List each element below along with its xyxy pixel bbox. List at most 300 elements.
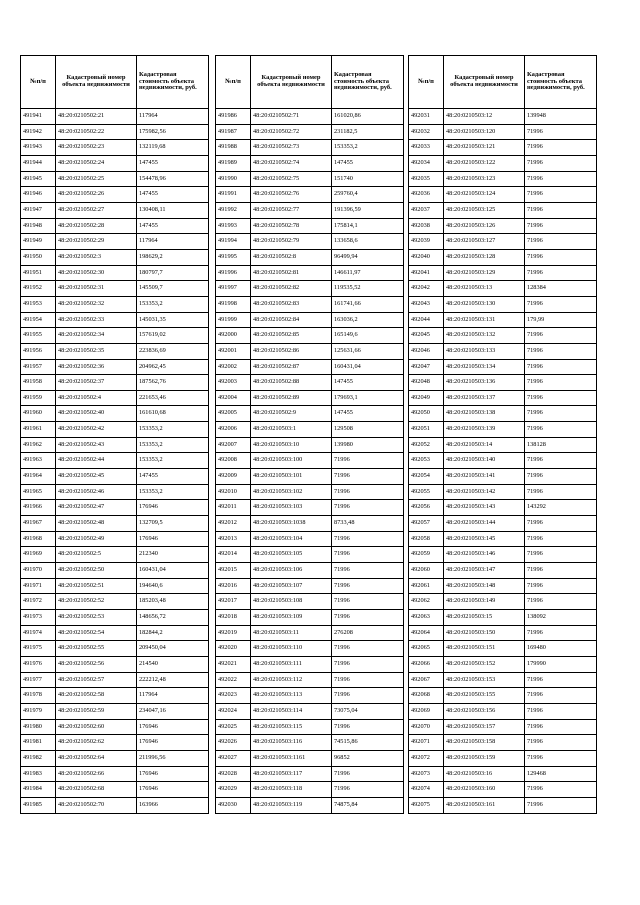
table-row xyxy=(409,563,597,579)
row-number: 492017 xyxy=(216,594,251,610)
table-row xyxy=(409,406,597,422)
cadastral-cost: 146611,97 xyxy=(332,265,404,281)
cadastral-cost: 212340 xyxy=(137,547,209,563)
cadastral-number: 48:20:0210503:10 xyxy=(251,437,332,453)
cadastral-number: 48:20:0210503:117 xyxy=(251,766,332,782)
cadastral-cost: 71996 xyxy=(525,563,597,579)
row-number: 492011 xyxy=(216,500,251,516)
cadastral-cost: 71996 xyxy=(332,610,404,626)
row-number: 491988 xyxy=(216,140,251,156)
cadastral-cost: 71996 xyxy=(525,594,597,610)
table-row xyxy=(216,625,404,641)
table-row xyxy=(409,547,597,563)
cadastral-cost: 71996 xyxy=(525,390,597,406)
row-number: 492044 xyxy=(409,312,444,328)
cadastral-cost: 176946 xyxy=(137,735,209,751)
table-row xyxy=(21,688,209,704)
table-row xyxy=(216,281,404,297)
cadastral-cost: 147455 xyxy=(137,469,209,485)
cadastral-cost: 125631,66 xyxy=(332,343,404,359)
table-row xyxy=(216,578,404,594)
cadastral-cost: 71996 xyxy=(332,672,404,688)
row-number: 491950 xyxy=(21,249,56,265)
cadastral-number: 48:20:0210503:14 xyxy=(444,437,525,453)
cadastral-number: 48:20:0210503:101 xyxy=(251,469,332,485)
cadastral-cost: 147455 xyxy=(137,218,209,234)
row-number: 492012 xyxy=(216,516,251,532)
table-row xyxy=(216,469,404,485)
table-row xyxy=(409,265,597,281)
cadastral-cost: 147455 xyxy=(332,406,404,422)
cadastral-cost: 71996 xyxy=(525,422,597,438)
row-number: 492048 xyxy=(409,375,444,391)
table-row xyxy=(216,641,404,657)
table-row xyxy=(21,422,209,438)
row-number: 492026 xyxy=(216,735,251,751)
row-number: 492036 xyxy=(409,187,444,203)
table-row xyxy=(216,735,404,751)
cadastral-number: 48:20:0210502:48 xyxy=(56,516,137,532)
cadastral-number: 48:20:0210503:156 xyxy=(444,703,525,719)
cadastral-number: 48:20:0210502:74 xyxy=(251,155,332,171)
cadastral-number: 48:20:0210502:58 xyxy=(56,688,137,704)
cadastral-number: 48:20:0210503:151 xyxy=(444,641,525,657)
cadastral-number: 48:20:0210502:59 xyxy=(56,703,137,719)
table-row xyxy=(21,155,209,171)
table-row xyxy=(216,750,404,766)
cadastral-number: 48:20:0210502:77 xyxy=(251,202,332,218)
table-row xyxy=(216,766,404,782)
cadastral-cost: 117964 xyxy=(137,109,209,125)
table-row xyxy=(216,265,404,281)
cadastral-number: 48:20:0210502:22 xyxy=(56,124,137,140)
cadastral-cost: 129468 xyxy=(525,766,597,782)
header-cadastral-cost: Кадастровая стоимость объекта недвижимости, руб. xyxy=(137,56,209,109)
cadastral-number: 48:20:0210502:50 xyxy=(56,563,137,579)
cadastral-number: 48:20:0210503:115 xyxy=(251,719,332,735)
cadastral-cost: 163036,2 xyxy=(332,312,404,328)
cadastral-cost: 180797,7 xyxy=(137,265,209,281)
row-number: 491962 xyxy=(21,437,56,453)
cadastral-cost: 71996 xyxy=(525,265,597,281)
table-row xyxy=(216,202,404,218)
table-row xyxy=(409,688,597,704)
row-number: 492066 xyxy=(409,656,444,672)
cadastral-cost: 234047,16 xyxy=(137,703,209,719)
cadastral-cost: 71996 xyxy=(332,594,404,610)
row-number: 492015 xyxy=(216,563,251,579)
cadastral-cost: 153353,2 xyxy=(332,140,404,156)
table-row xyxy=(409,312,597,328)
cadastral-cost: 128384 xyxy=(525,281,597,297)
cadastral-number: 48:20:0210502:62 xyxy=(56,735,137,751)
table-row xyxy=(21,484,209,500)
cadastral-cost: 139980 xyxy=(332,437,404,453)
table-row xyxy=(21,171,209,187)
cadastral-number: 48:20:0210502:31 xyxy=(56,281,137,297)
table-row xyxy=(409,218,597,234)
row-number: 492054 xyxy=(409,469,444,485)
table-row xyxy=(216,703,404,719)
cadastral-number: 48:20:0210503:111 xyxy=(251,656,332,672)
cadastral-number: 48:20:0210503:137 xyxy=(444,390,525,406)
cadastral-cost: 71996 xyxy=(525,750,597,766)
row-number: 491977 xyxy=(21,672,56,688)
cadastral-number: 48:20:0210502:35 xyxy=(56,343,137,359)
cadastral-number: 48:20:0210503:123 xyxy=(444,171,525,187)
cadastral-number: 48:20:0210502:79 xyxy=(251,234,332,250)
cadastral-number: 48:20:0210502:44 xyxy=(56,453,137,469)
cadastral-number: 48:20:0210503:119 xyxy=(251,797,332,813)
table-row xyxy=(409,531,597,547)
row-number: 491975 xyxy=(21,641,56,657)
cadastral-number: 48:20:0210503:126 xyxy=(444,218,525,234)
table-row xyxy=(21,547,209,563)
row-number: 491961 xyxy=(21,422,56,438)
row-number: 492071 xyxy=(409,735,444,751)
cadastral-number: 48:20:0210503:155 xyxy=(444,688,525,704)
table-row xyxy=(216,124,404,140)
row-number: 492062 xyxy=(409,594,444,610)
row-number: 491949 xyxy=(21,234,56,250)
cadastral-number: 48:20:0210502:49 xyxy=(56,531,137,547)
cadastral-number: 48:20:0210502:4 xyxy=(56,390,137,406)
row-number: 492067 xyxy=(409,672,444,688)
cadastral-cost: 71996 xyxy=(332,782,404,798)
row-number: 492025 xyxy=(216,719,251,735)
row-number: 492045 xyxy=(409,328,444,344)
table-row xyxy=(216,249,404,265)
table-row xyxy=(409,750,597,766)
cadastral-cost: 117964 xyxy=(137,234,209,250)
cadastral-cost: 194640,6 xyxy=(137,578,209,594)
row-number: 492055 xyxy=(409,484,444,500)
cadastral-number: 48:20:0210502:24 xyxy=(56,155,137,171)
table-row xyxy=(216,719,404,735)
cadastral-cost: 191396,59 xyxy=(332,202,404,218)
cadastral-cost: 165149,6 xyxy=(332,328,404,344)
row-number: 491947 xyxy=(21,202,56,218)
table-row xyxy=(21,656,209,672)
cadastral-cost: 71996 xyxy=(332,453,404,469)
table-row xyxy=(216,782,404,798)
cadastral-cost: 71996 xyxy=(332,531,404,547)
row-number: 492056 xyxy=(409,500,444,516)
row-number: 492003 xyxy=(216,375,251,391)
table-row xyxy=(21,641,209,657)
cadastral-number: 48:20:0210502:23 xyxy=(56,140,137,156)
cadastral-number: 48:20:0210503:107 xyxy=(251,578,332,594)
cadastral-cost: 276208 xyxy=(332,625,404,641)
row-number: 492061 xyxy=(409,578,444,594)
table-row xyxy=(216,437,404,453)
row-number: 492040 xyxy=(409,249,444,265)
cadastral-number: 48:20:0210503:141 xyxy=(444,469,525,485)
table-row xyxy=(21,563,209,579)
row-number: 491989 xyxy=(216,155,251,171)
cadastral-number: 48:20:0210502:78 xyxy=(251,218,332,234)
cadastral-cost: 71996 xyxy=(525,155,597,171)
cadastral-number: 48:20:0210502:26 xyxy=(56,187,137,203)
row-number: 492038 xyxy=(409,218,444,234)
row-number: 492013 xyxy=(216,531,251,547)
cadastral-number: 48:20:0210503:129 xyxy=(444,265,525,281)
table-row xyxy=(409,594,597,610)
cadastral-number: 48:20:0210502:75 xyxy=(251,171,332,187)
table-row xyxy=(216,218,404,234)
cadastral-number: 48:20:0210503:100 xyxy=(251,453,332,469)
cadastral-cost: 139948 xyxy=(525,109,597,125)
row-number: 492070 xyxy=(409,719,444,735)
cadastral-cost: 175814,1 xyxy=(332,218,404,234)
row-number: 492022 xyxy=(216,672,251,688)
cadastral-number: 48:20:0210503:153 xyxy=(444,672,525,688)
cadastral-cost: 138092 xyxy=(525,610,597,626)
table-row xyxy=(21,109,209,125)
row-number: 491992 xyxy=(216,202,251,218)
cadastral-cost: 209450,04 xyxy=(137,641,209,657)
cadastral-cost: 71996 xyxy=(332,688,404,704)
cadastral-number: 48:20:0210502:84 xyxy=(251,312,332,328)
table-row xyxy=(216,484,404,500)
cadastral-number: 48:20:0210503:103 xyxy=(251,500,332,516)
row-number: 491959 xyxy=(21,390,56,406)
cadastral-table-3 xyxy=(408,55,597,814)
cadastral-number: 48:20:0210502:83 xyxy=(251,296,332,312)
cadastral-cost: 71996 xyxy=(525,296,597,312)
row-number: 492052 xyxy=(409,437,444,453)
row-number: 492010 xyxy=(216,484,251,500)
cadastral-number: 48:20:0210502:76 xyxy=(251,187,332,203)
row-number: 491974 xyxy=(21,625,56,641)
row-number: 491986 xyxy=(216,109,251,125)
table-row xyxy=(21,703,209,719)
cadastral-cost: 71996 xyxy=(525,516,597,532)
table-row xyxy=(216,406,404,422)
row-number: 492053 xyxy=(409,453,444,469)
row-number: 491966 xyxy=(21,500,56,516)
table-row xyxy=(21,797,209,813)
table-row xyxy=(216,797,404,813)
cadastral-cost: 176946 xyxy=(137,719,209,735)
table-row xyxy=(21,500,209,516)
table-row xyxy=(216,312,404,328)
table-header-row xyxy=(21,56,209,109)
cadastral-cost: 71996 xyxy=(525,547,597,563)
row-number: 492023 xyxy=(216,688,251,704)
cadastral-cost: 71996 xyxy=(525,249,597,265)
cadastral-cost: 71996 xyxy=(332,578,404,594)
table-row xyxy=(21,234,209,250)
cadastral-number: 48:20:0210503:136 xyxy=(444,375,525,391)
header-cadastral-cost: Кадастровая стоимость объекта недвижимости, руб. xyxy=(525,56,597,109)
table-row xyxy=(409,484,597,500)
cadastral-cost: 147455 xyxy=(332,375,404,391)
cadastral-cost: 179,99 xyxy=(525,312,597,328)
cadastral-number: 48:20:0210503:150 xyxy=(444,625,525,641)
header-cadastral-cost: Кадастровая стоимость объекта недвижимости, руб. xyxy=(332,56,404,109)
table-row xyxy=(216,422,404,438)
row-number: 492004 xyxy=(216,390,251,406)
row-number: 491973 xyxy=(21,610,56,626)
cadastral-cost: 147455 xyxy=(332,155,404,171)
table-row xyxy=(409,641,597,657)
cadastral-number: 48:20:0210502:70 xyxy=(56,797,137,813)
cadastral-cost: 160431,04 xyxy=(332,359,404,375)
row-number: 492032 xyxy=(409,124,444,140)
table-row xyxy=(409,703,597,719)
row-number: 492030 xyxy=(216,797,251,813)
cadastral-number: 48:20:0210503:144 xyxy=(444,516,525,532)
table-row xyxy=(21,719,209,735)
header-cadastral-number: Кадастровый номер объекта недвижимости xyxy=(444,56,525,109)
cadastral-cost: 161020,86 xyxy=(332,109,404,125)
table-row xyxy=(409,155,597,171)
cadastral-cost: 71996 xyxy=(525,328,597,344)
row-number: 492019 xyxy=(216,625,251,641)
cadastral-cost: 71996 xyxy=(332,656,404,672)
row-number: 491995 xyxy=(216,249,251,265)
cadastral-number: 48:20:0210502:89 xyxy=(251,390,332,406)
cadastral-number: 48:20:0210502:21 xyxy=(56,109,137,125)
cadastral-number: 48:20:0210503:130 xyxy=(444,296,525,312)
cadastral-number: 48:20:0210503:142 xyxy=(444,484,525,500)
table-row xyxy=(409,516,597,532)
cadastral-cost: 133658,6 xyxy=(332,234,404,250)
cadastral-number: 48:20:0210503:11 xyxy=(251,625,332,641)
cadastral-number: 48:20:0210502:73 xyxy=(251,140,332,156)
table-row xyxy=(21,281,209,297)
table-row xyxy=(21,249,209,265)
cadastral-number: 48:20:0210502:66 xyxy=(56,766,137,782)
row-number: 491944 xyxy=(21,155,56,171)
cadastral-number: 48:20:0210502:53 xyxy=(56,610,137,626)
cadastral-number: 48:20:0210502:28 xyxy=(56,218,137,234)
cadastral-number: 48:20:0210503:133 xyxy=(444,343,525,359)
cadastral-number: 48:20:0210502:9 xyxy=(251,406,332,422)
table-row xyxy=(409,296,597,312)
row-number: 492073 xyxy=(409,766,444,782)
row-number: 492063 xyxy=(409,610,444,626)
cadastral-number: 48:20:0210502:5 xyxy=(56,547,137,563)
row-number: 491951 xyxy=(21,265,56,281)
cadastral-number: 48:20:0210502:40 xyxy=(56,406,137,422)
row-number: 492072 xyxy=(409,750,444,766)
cadastral-number: 48:20:0210502:82 xyxy=(251,281,332,297)
cadastral-number: 48:20:0210503:138 xyxy=(444,406,525,422)
row-number: 491942 xyxy=(21,124,56,140)
cadastral-number: 48:20:0210502:87 xyxy=(251,359,332,375)
cadastral-cost: 71996 xyxy=(525,234,597,250)
cadastral-cost: 176946 xyxy=(137,766,209,782)
cadastral-cost: 71996 xyxy=(525,187,597,203)
cadastral-cost: 153353,2 xyxy=(137,437,209,453)
cadastral-number: 48:20:0210502:52 xyxy=(56,594,137,610)
cadastral-cost: 153353,2 xyxy=(137,453,209,469)
table-row xyxy=(21,578,209,594)
cadastral-number: 48:20:0210502:71 xyxy=(251,109,332,125)
cadastral-cost: 74875,84 xyxy=(332,797,404,813)
table-row xyxy=(21,359,209,375)
cadastral-cost: 151740 xyxy=(332,171,404,187)
cadastral-number: 48:20:0210503:102 xyxy=(251,484,332,500)
cadastral-cost: 71996 xyxy=(525,484,597,500)
cadastral-number: 48:20:0210502:3 xyxy=(56,249,137,265)
table-row xyxy=(21,312,209,328)
cadastral-cost: 148656,72 xyxy=(137,610,209,626)
row-number: 492065 xyxy=(409,641,444,657)
cadastral-cost: 176946 xyxy=(137,500,209,516)
cadastral-number: 48:20:0210502:43 xyxy=(56,437,137,453)
cadastral-number: 48:20:0210503:127 xyxy=(444,234,525,250)
cadastral-cost: 130408,11 xyxy=(137,202,209,218)
cadastral-number: 48:20:0210503:140 xyxy=(444,453,525,469)
cadastral-cost: 163966 xyxy=(137,797,209,813)
table-row xyxy=(409,124,597,140)
table-row xyxy=(216,375,404,391)
row-number: 492069 xyxy=(409,703,444,719)
table-row xyxy=(21,265,209,281)
table-row xyxy=(216,453,404,469)
cadastral-cost: 222212,48 xyxy=(137,672,209,688)
cadastral-number: 48:20:0210503:108 xyxy=(251,594,332,610)
cadastral-cost: 71996 xyxy=(332,563,404,579)
cadastral-number: 48:20:0210503:1161 xyxy=(251,750,332,766)
cadastral-cost: 231182,5 xyxy=(332,124,404,140)
cadastral-cost: 138128 xyxy=(525,437,597,453)
row-number: 492001 xyxy=(216,343,251,359)
cadastral-cost: 214540 xyxy=(137,656,209,672)
row-number: 491953 xyxy=(21,296,56,312)
table-row xyxy=(409,140,597,156)
row-number: 492014 xyxy=(216,547,251,563)
cadastral-number: 48:20:0210502:86 xyxy=(251,343,332,359)
cadastral-cost: 119535,52 xyxy=(332,281,404,297)
row-number: 491955 xyxy=(21,328,56,344)
cadastral-cost: 71996 xyxy=(525,688,597,704)
table-row xyxy=(21,625,209,641)
header-cadastral-number: Кадастровый номер объекта недвижимости xyxy=(251,56,332,109)
row-number: 492046 xyxy=(409,343,444,359)
row-number: 492049 xyxy=(409,390,444,406)
cadastral-cost: 143292 xyxy=(525,500,597,516)
cadastral-cost: 153353,2 xyxy=(137,484,209,500)
row-number: 492007 xyxy=(216,437,251,453)
cadastral-number: 48:20:0210503:158 xyxy=(444,735,525,751)
table-row xyxy=(409,109,597,125)
table-row xyxy=(409,187,597,203)
row-number: 492024 xyxy=(216,703,251,719)
cadastral-cost: 71996 xyxy=(525,782,597,798)
cadastral-number: 48:20:0210503:114 xyxy=(251,703,332,719)
cadastral-number: 48:20:0210503:113 xyxy=(251,688,332,704)
cadastral-number: 48:20:0210502:29 xyxy=(56,234,137,250)
cadastral-number: 48:20:0210502:45 xyxy=(56,469,137,485)
table-row xyxy=(216,500,404,516)
row-number: 491963 xyxy=(21,453,56,469)
row-number: 492051 xyxy=(409,422,444,438)
row-number: 491952 xyxy=(21,281,56,297)
cadastral-cost: 73075,04 xyxy=(332,703,404,719)
row-number: 491968 xyxy=(21,531,56,547)
cadastral-number: 48:20:0210503:16 xyxy=(444,766,525,782)
table-row xyxy=(216,672,404,688)
table-row xyxy=(21,469,209,485)
cadastral-number: 48:20:0210503:110 xyxy=(251,641,332,657)
cadastral-number: 48:20:0210502:30 xyxy=(56,265,137,281)
row-number: 491972 xyxy=(21,594,56,610)
cadastral-cost: 71996 xyxy=(525,578,597,594)
